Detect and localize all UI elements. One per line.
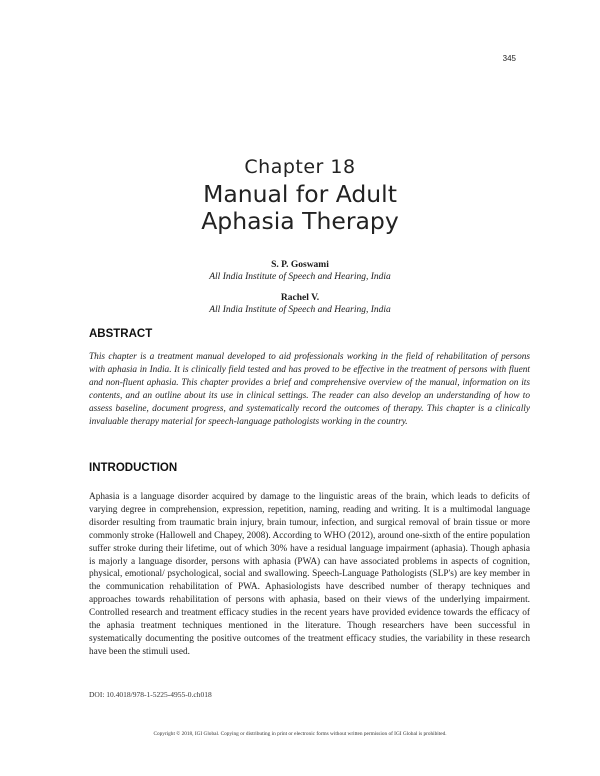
chapter-title (0, 181, 600, 235)
chapter-title-line: Manual for Adult (203, 180, 397, 208)
author-affiliation: All India Institute of Speech and Hearing, India (209, 305, 391, 315)
copyright-notice: Copyright © 2018, IGI Global. Copying or distributing in print or electronic forms without written permission of IGI Global is prohibited. (153, 731, 447, 737)
author-affiliation: All India Institute of Speech and Hearing, India (209, 272, 391, 282)
doi-line: DOI: 10.4018/978-1-5225-4955-0.ch018 (89, 690, 212, 699)
chapter-label: Chapter 18 (244, 156, 356, 178)
author-block (0, 292, 600, 316)
chapter-title-line: Aphasia Therapy (201, 207, 399, 235)
abstract-heading: ABSTRACT (89, 328, 153, 340)
author-block (0, 259, 600, 283)
introduction-text: Aphasia is a language disorder acquired by damage to the linguistic areas of the brain, which leads to deficits of varying degree in comprehension, expression, repetition, naming, reading and writing. It is a multimodal language disorder resulting from traumatic brain injury, brain tumour, infection, and surgical removal of brain tissue or more commonly stroke (Hallowell and Chapey, 2008). According to WHO (2012), around one-sixth of the entire population suffer stroke during their lifetime, out of which 30% have a residual language impairment (aphasia). Though aphasia is majorly a language disorder, persons with aphasia (PWA) can have associated problems in aspects of cognition, physical, emotional/ psychological, social and swallowing. Speech-Language Pathologists (SLP's) are key member in the communication rehabilitation of PWA. Aphasiologists have described number of therapy techniques and approaches towards rehabilitation of persons with aphasia, based on their views of the underlying impairment. Controlled research and treatment efficacy studies in the recent years have provided evidence towards the efficacy of the aphasia treatment techniques mentioned in the literature. Though researchers have been successful in systematically documenting the positive outcomes of the treatment efficacy studies, the variability in these research have been the stimuli used. (89, 492, 530, 657)
author-name: Rachel V. (280, 293, 320, 303)
author-name: S. P. Goswami (271, 260, 329, 270)
abstract-text: This chapter is a treatment manual developed to aid professionals working in the field of rehabilitation of persons with aphasia in India. It is clinically field tested and has proved to be effective in the treatment of persons with fluent and non-fluent aphasia. This chapter provides a brief and comprehensive overview of the manual, information on its contents, and an outline about its use in clinical settings. The reader can also develop an understanding of how to assess baseline, document progress, and systematically record the outcomes of therapy. This chapter is a clinically invaluable therapy material for speech-language pathologists working in the country. (89, 352, 530, 427)
introduction-heading: INTRODUCTION (89, 462, 178, 474)
page-number: 345 (502, 54, 516, 63)
